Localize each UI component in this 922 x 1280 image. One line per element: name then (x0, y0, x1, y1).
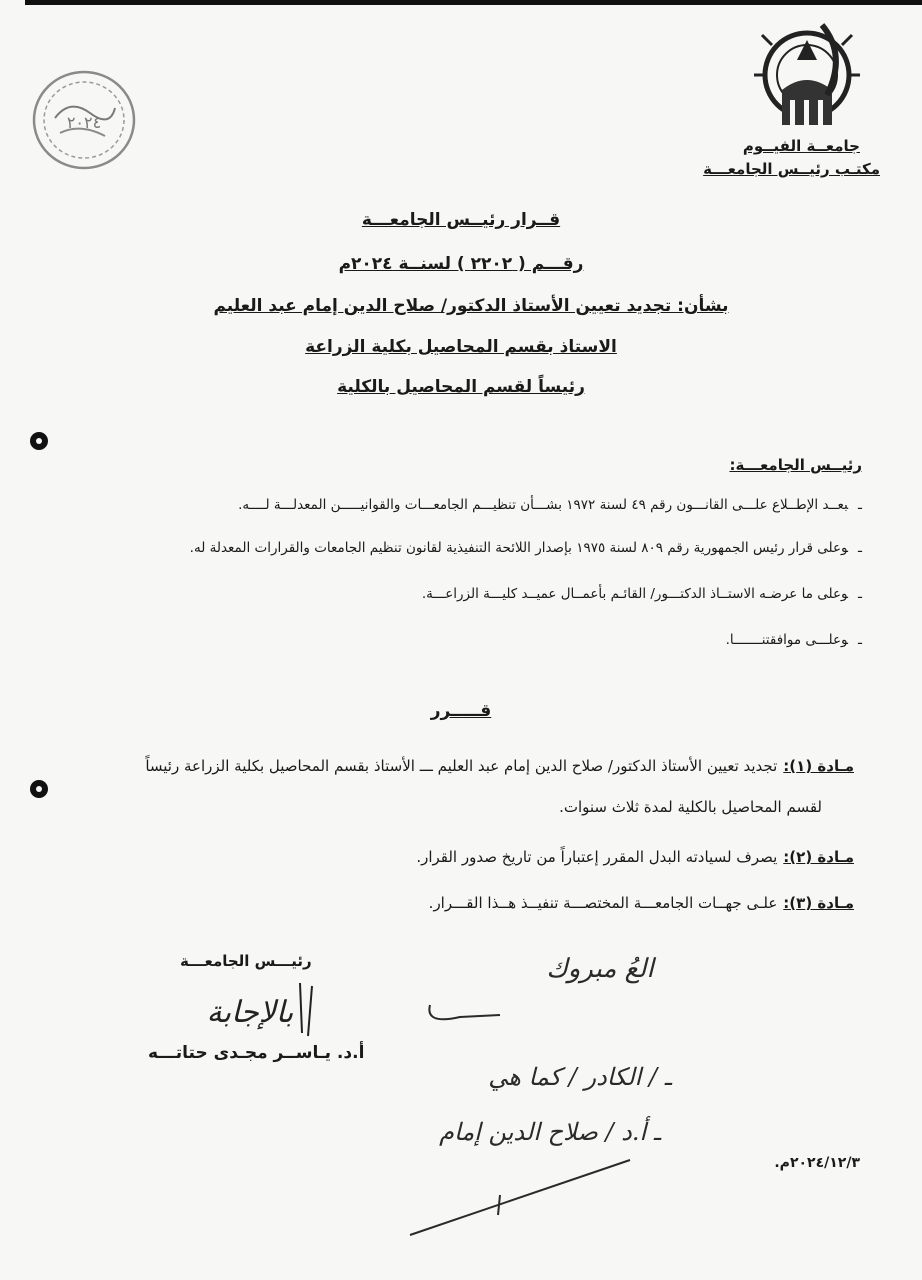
decree-subject-line-3: رئيساً لقسم المحاصيل بالكلية (337, 377, 585, 397)
university-logo-icon (752, 15, 862, 140)
decree-date: ٢٠٢٤/١٢/٣م. (774, 1155, 860, 1171)
preamble-item: ـوعلى ما عرضـه الاستــاذ الدكتـــور/ القائـم بأعمــال عميــد كليـــة الزراعـــة. (421, 586, 862, 602)
preamble-item: ـوعلـــى موافقتنـــــــا. (725, 632, 862, 648)
decree-title: قــرار رئيــس الجامعـــة (361, 210, 561, 230)
article-1: مـادة (١):تجديد تعيين الأستاذ الدكتور/ صلاح الدين إمام عبد العليم ـــ الأستاذ بقسم المحاصيل بكلية الزراعة رئيساً (145, 757, 854, 775)
punch-hole (30, 780, 48, 798)
decided-heading: قـــــرر (430, 701, 492, 721)
preamble-item: ـوعلى قرار رئيس الجمهورية رقم ٨٠٩ لسنة ١٩٧٥ بإصدار اللائحة التنفيذية لقانون تنظيم الجامعات والقرارات المعدلة له. (189, 540, 862, 556)
preamble-label: رئيــس الجامعـــة: (729, 456, 862, 474)
decree-subject-line-1: بشأن: تجديد تعيين الأستاذ الدكتور/ صلاح الدين إمام عبد العليم (213, 296, 729, 316)
university-name: جامعــة الفيــوم (742, 137, 860, 155)
article-3: مـادة (٣):علـى جهــات الجامعـــة المختصـــة تنفيــذ هــذا القـــرار. (428, 894, 854, 912)
svg-text:ـ أ.د / صلاح الدين إمام: ـ أ.د / صلاح الدين إمام (439, 1118, 661, 1146)
signature-title: رئيـــس الجامعـــة (180, 952, 312, 970)
article-1-continuation: لقسم المحاصيل بالكلية لمدة ثلاث سنوات. (559, 798, 822, 816)
stamp-text: ٢٠٢٤ (66, 113, 102, 132)
svg-text:بالإجابة: بالإجابة (206, 995, 294, 1030)
handwritten-annotation (400, 945, 700, 1245)
article-2: مـادة (٢):يصرف لسيادته البدل المقرر إعتباراً من تاريخ صدور القرار. (416, 848, 854, 866)
preamble-item: ـبعــد الإطــلاع علـــى القانـــون رقم ٤٩ لسنة ١٩٧٢ بشـــأن تنظيـــم الجامعـــات والقوانيـــــن المعدلـــة لــــه. (238, 497, 862, 513)
office-name: مكتـب رئيــس الجامعـــة (703, 160, 880, 178)
decree-subject-line-2: الاستاذ بقسم المحاصيل بكلية الزراعة (305, 337, 617, 357)
svg-text:العُ مبروك: العُ مبروك (546, 954, 654, 984)
punch-hole (30, 432, 48, 450)
decree-number: رقـــم ( ٢٢٠٢ ) لسنــة ٢٠٢٤م (338, 254, 584, 274)
scan-top-edge (25, 0, 922, 5)
svg-text:ـ / الكادر / كما هي: ـ / الكادر / كما هي (488, 1063, 672, 1091)
stamp-seal-icon (30, 68, 138, 173)
signatory-name: أ.د. يـاســر مجـدى حتاتـــه (148, 1043, 365, 1063)
handwritten-signature (180, 978, 320, 1040)
